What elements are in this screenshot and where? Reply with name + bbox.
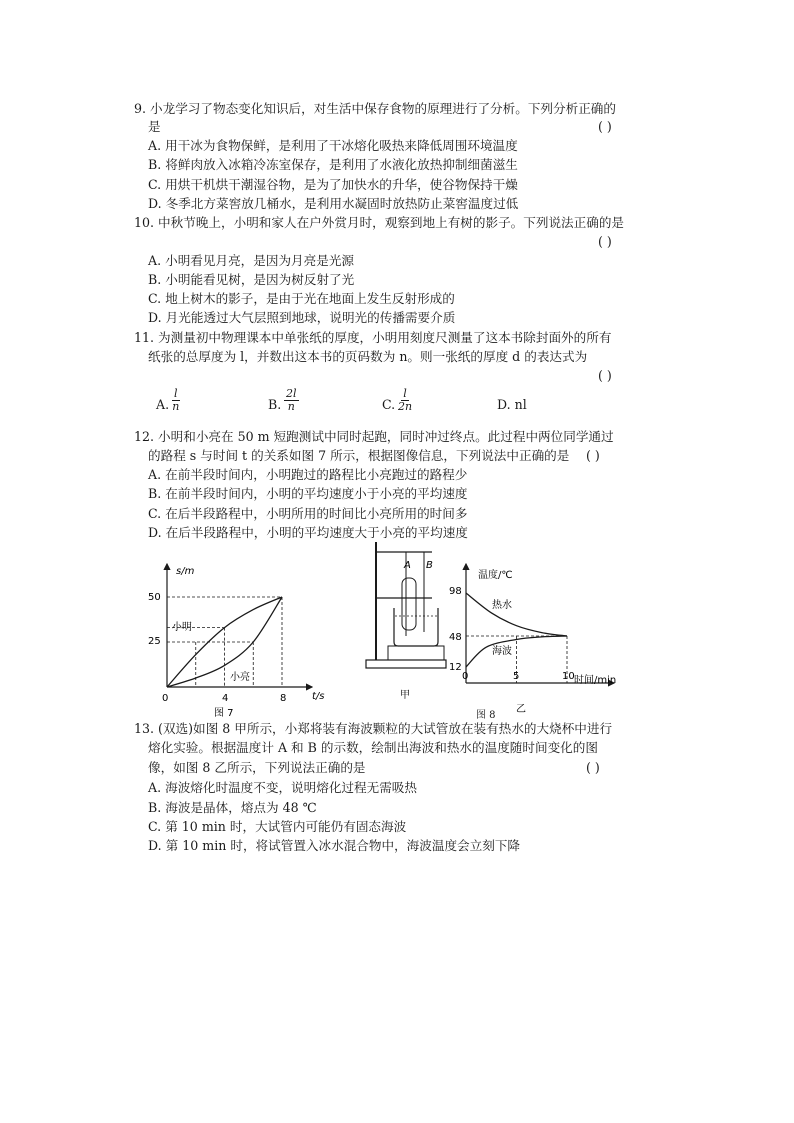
burner [388, 646, 444, 660]
fig7-guides [167, 597, 282, 687]
q13-stem-line2: 熔化实验。根据温度计 A 和 B 的示数，绘制出海波和热水的温度随时间变化的图 [148, 740, 598, 755]
q9-option-a: A. 用干冰为食物保鲜，是利用了干冰熔化吸热来降低周围环境温度 [148, 138, 518, 153]
fig8-x-label: 时间/min [574, 675, 617, 686]
q13-option-a: A. 海波熔化时温度不变，说明熔化过程无需吸热 [148, 780, 417, 795]
fig8-sub-yi: 乙 [516, 704, 526, 715]
q9-option-c: C. 用烘干机烘干潮湿谷物，是为了加快水的升华，使谷物保持干燥 [148, 177, 518, 192]
fig8-caption: 图 8 [476, 710, 496, 721]
thermometer-a-label: A [404, 560, 411, 571]
fig8-tick-y12: 12 [449, 662, 462, 673]
fig7-tick-x0: 0 [162, 693, 169, 704]
q9-option-d: D. 冬季北方菜窖放几桶水，是利用水凝固时放热防止菜窖温度过低 [148, 196, 519, 211]
figure-8-chart [449, 556, 627, 728]
q10-option-b: B. 小明能看见树，是因为树反射了光 [148, 272, 355, 287]
q12-option-b: B. 在前半段时间内，小明的平均速度小于小亮的平均速度 [148, 486, 468, 501]
fig8-tick-x10: 10 [562, 671, 575, 682]
large-test-tube [402, 578, 416, 630]
q11-option-c-numerator: l [403, 387, 407, 400]
q11-option-b-numerator: 2l [286, 387, 297, 400]
q13-option-b: B. 海波是晶体，熔点为 48 ℃ [148, 800, 317, 815]
q10-stem-line1: 10. 中秋节晚上，小明和家人在户外赏月时，观察到地上有树的影子。下列说法正确的是 [134, 215, 625, 230]
q11-option-a-letter: A. [156, 397, 170, 412]
q12-answer-paren: ( ) [586, 448, 600, 463]
thermometer-b-label: B [426, 560, 433, 571]
q11-option-b-fraction [284, 388, 299, 413]
q12-stem-line1: 12. 小明和小亮在 50 m 短跑测试中同时起跑，同时冲过终点。此过程中两位同学通过 [134, 429, 614, 444]
fig8-tick-y48: 48 [449, 632, 462, 643]
fig8-tick-y98: 98 [449, 586, 462, 597]
q12-option-d: D. 在后半段路程中，小明的平均速度大于小亮的平均速度 [148, 525, 468, 540]
q12-option-c: C. 在后半段路程中，小明所用的时间比小亮所用的时间多 [148, 506, 468, 521]
q11-option-b-letter: B. [268, 397, 282, 412]
fig7-y-label: s/m [176, 566, 195, 577]
q11-option-b-denominator: n [287, 400, 295, 413]
q11-stem-line2: 纸张的总厚度为 l，并数出这本书的页码数为 n。则一张纸的厚度 d 的表达式为 [148, 349, 588, 364]
q12-option-a: A. 在前半段时间内，小明跑过的路程比小亮跑过的路程少 [148, 467, 468, 482]
q10-answer-paren: ( ) [598, 234, 612, 249]
fig7-caption: 图 7 [214, 708, 234, 719]
q12-stem-line2: 的路程 s 与时间 t 的关系如图 7 所示，根据图像信息，下列说法中正确的是 [148, 448, 570, 463]
fig8-series-label-hot-water: 热水 [492, 600, 512, 611]
fig7-tick-y50: 50 [148, 592, 161, 603]
fig8-series [466, 593, 567, 667]
fig7-x-label: t/s [312, 691, 325, 702]
q11-option-a-numerator: l [174, 387, 178, 400]
fig7-series-label-xiaoliang: 小亮 [230, 672, 250, 683]
stand-base [366, 660, 446, 668]
q13-stem-line3: 像，如图 8 乙所示，下列说法正确的是 [148, 760, 366, 775]
q11-stem-line1: 11. 为测量初中物理课本中单张纸的厚度，小明用刻度尺测量了这本书除封面外的所有 [134, 330, 612, 345]
fig8-tick-x5: 5 [513, 671, 520, 682]
fig8-tick-x0: 0 [462, 671, 469, 682]
fig8-series-line-1 [466, 593, 567, 636]
q11-answer-paren: ( ) [598, 368, 612, 383]
q10-option-a: A. 小明看见月亮，是因为月亮是光源 [148, 253, 355, 268]
q9-answer-paren: ( ) [598, 119, 612, 134]
q11-option-c-fraction [398, 388, 412, 413]
q11-option-a-denominator: n [172, 400, 180, 413]
q11-option-c-letter: C. [382, 397, 396, 412]
q9-stem-line1: 9. 小龙学习了物态变化知识后，对生活中保存食物的原理进行了分析。下列分析正确的 [134, 101, 616, 116]
figure-8-apparatus [358, 538, 458, 710]
fig8-sub-jia: 甲 [400, 690, 410, 701]
q13-stem-line1: 13. (双选)如图 8 甲所示，小郑将装有海波颗粒的大试管放在装有热水的大烧杯中进行 [134, 721, 613, 736]
figure-7-chart [140, 556, 340, 728]
fig7-series-label-xiaoming: 小明 [172, 622, 192, 633]
q11-option-a-fraction [172, 388, 180, 413]
fig7-tick-y25: 25 [148, 636, 161, 647]
q13-answer-paren: ( ) [586, 760, 600, 775]
q13-option-c: C. 第 10 min 时，大试管内可能仍有固态海波 [148, 819, 407, 834]
fig7-tick-x8: 8 [280, 693, 287, 704]
q11-option-c-denominator: 2n [398, 400, 413, 413]
q10-option-c: C. 地上树木的影子，是由于光在地面上发生反射形成的 [148, 291, 455, 306]
q9-stem-line2: 是 [148, 119, 161, 134]
q11-option-d: D. nl [497, 397, 527, 412]
fig8-series-label-hypo: 海波 [492, 646, 512, 657]
q9-option-b: B. 将鲜肉放入冰箱冷冻室保存，是利用了水液化放热抑制细菌滋生 [148, 157, 518, 172]
fig7-tick-x4: 4 [222, 693, 229, 704]
q10-option-d: D. 月光能透过大气层照到地球，说明光的传播需要介质 [148, 310, 456, 325]
fig8-y-label: 温度/℃ [478, 570, 513, 581]
q13-option-d: D. 第 10 min 时，将试管置入冰水混合物中，海波温度会立刻下降 [148, 838, 521, 853]
